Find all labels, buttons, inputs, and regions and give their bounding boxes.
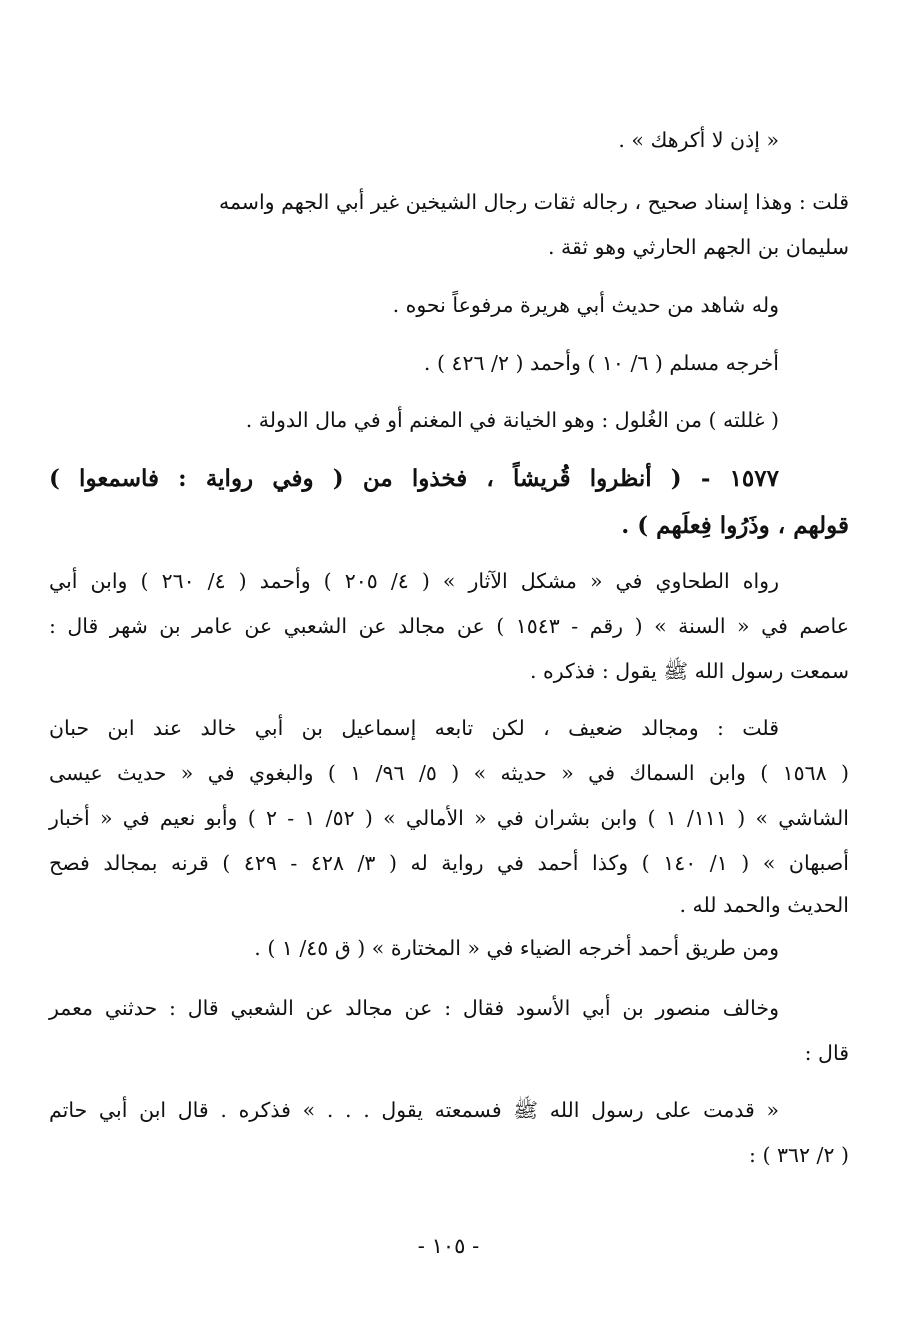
hadith-heading: ١٥٧٧ - ( أنظروا قُريشاً ، فخذوا من ( وفي رواية : فاسمعوا )	[49, 465, 779, 492]
text-line: ( غللته ) من الغُلول : وهو الخيانة في المغنم أو في مال الدولة .	[245, 408, 779, 432]
text-line: وله شاهد من حديث أبي هريرة مرفوعاً نحوه .	[392, 293, 779, 317]
page-number: - ١٠٥ -	[417, 1234, 480, 1258]
hadith-heading: قولهم ، وذَرُوا فِعلَهم ) .	[621, 512, 849, 539]
text-line: أخرجه مسلم ( ٦/ ١٠ ) وأحمد ( ٢/ ٤٢٦ ) .	[423, 351, 779, 375]
text-line: قلت : وهذا إسناد صحيح ، رجاله ثقات رجال الشيخين غير أبي الجهم واسمه	[218, 190, 849, 214]
text-line: « قدمت على رسول الله ﷺ فسمعته يقول . . . » فذكره . قال ابن أبي حاتم	[49, 1098, 779, 1122]
text-line: وخالف منصور بن أبي الأسود فقال : عن مجالد عن الشعبي قال : حدثني معمر	[49, 996, 779, 1020]
text-line: ومن طريق أحمد أخرجه الضياء في « المختارة » ( ق ٤٥/ ١ ) .	[254, 936, 779, 960]
text-line: سليمان بن الجهم الحارثي وهو ثقة .	[548, 235, 849, 259]
text-line: الحديث والحمد لله .	[679, 893, 849, 917]
text-line: قلت : ومجالد ضعيف ، لكن تابعه إسماعيل بن أبي خالد عند ابن حبان	[49, 716, 779, 740]
text-line: « إذن لا أكرهك » .	[618, 128, 779, 152]
text-line: سمعت رسول الله ﷺ يقول : فذكره .	[529, 659, 849, 683]
text-line: أصبهان » ( ١/ ١٤٠ ) وكذا أحمد في رواية له ( ٣/ ٤٢٨ - ٤٢٩ ) قرنه بمجالد فصح	[49, 851, 849, 875]
text-line: ( ١٥٦٨ ) وابن السماك في « حديثه » ( ٥/ ٩٦/ ١ ) والبغوي في « حديث عيسى	[49, 761, 850, 785]
text-line: الشاشي » ( ١١١/ ١ ) وابن بشران في « الأمالي » ( ٥٢/ ١ - ٢ ) وأبو نعيم في « أخبار	[49, 806, 849, 830]
text-line: قال :	[804, 1041, 849, 1065]
text-line: عاصم في « السنة » ( رقم - ١٥٤٣ ) عن مجالد عن الشعبي عن عامر بن شهر قال :	[49, 614, 849, 638]
text-line: ( ٢/ ٣٦٢ ) :	[749, 1143, 849, 1167]
text-line: رواه الطحاوي في « مشكل الآثار » ( ٤/ ٢٠٥ ) وأحمد ( ٤/ ٢٦٠ ) وابن أبي	[49, 569, 779, 593]
